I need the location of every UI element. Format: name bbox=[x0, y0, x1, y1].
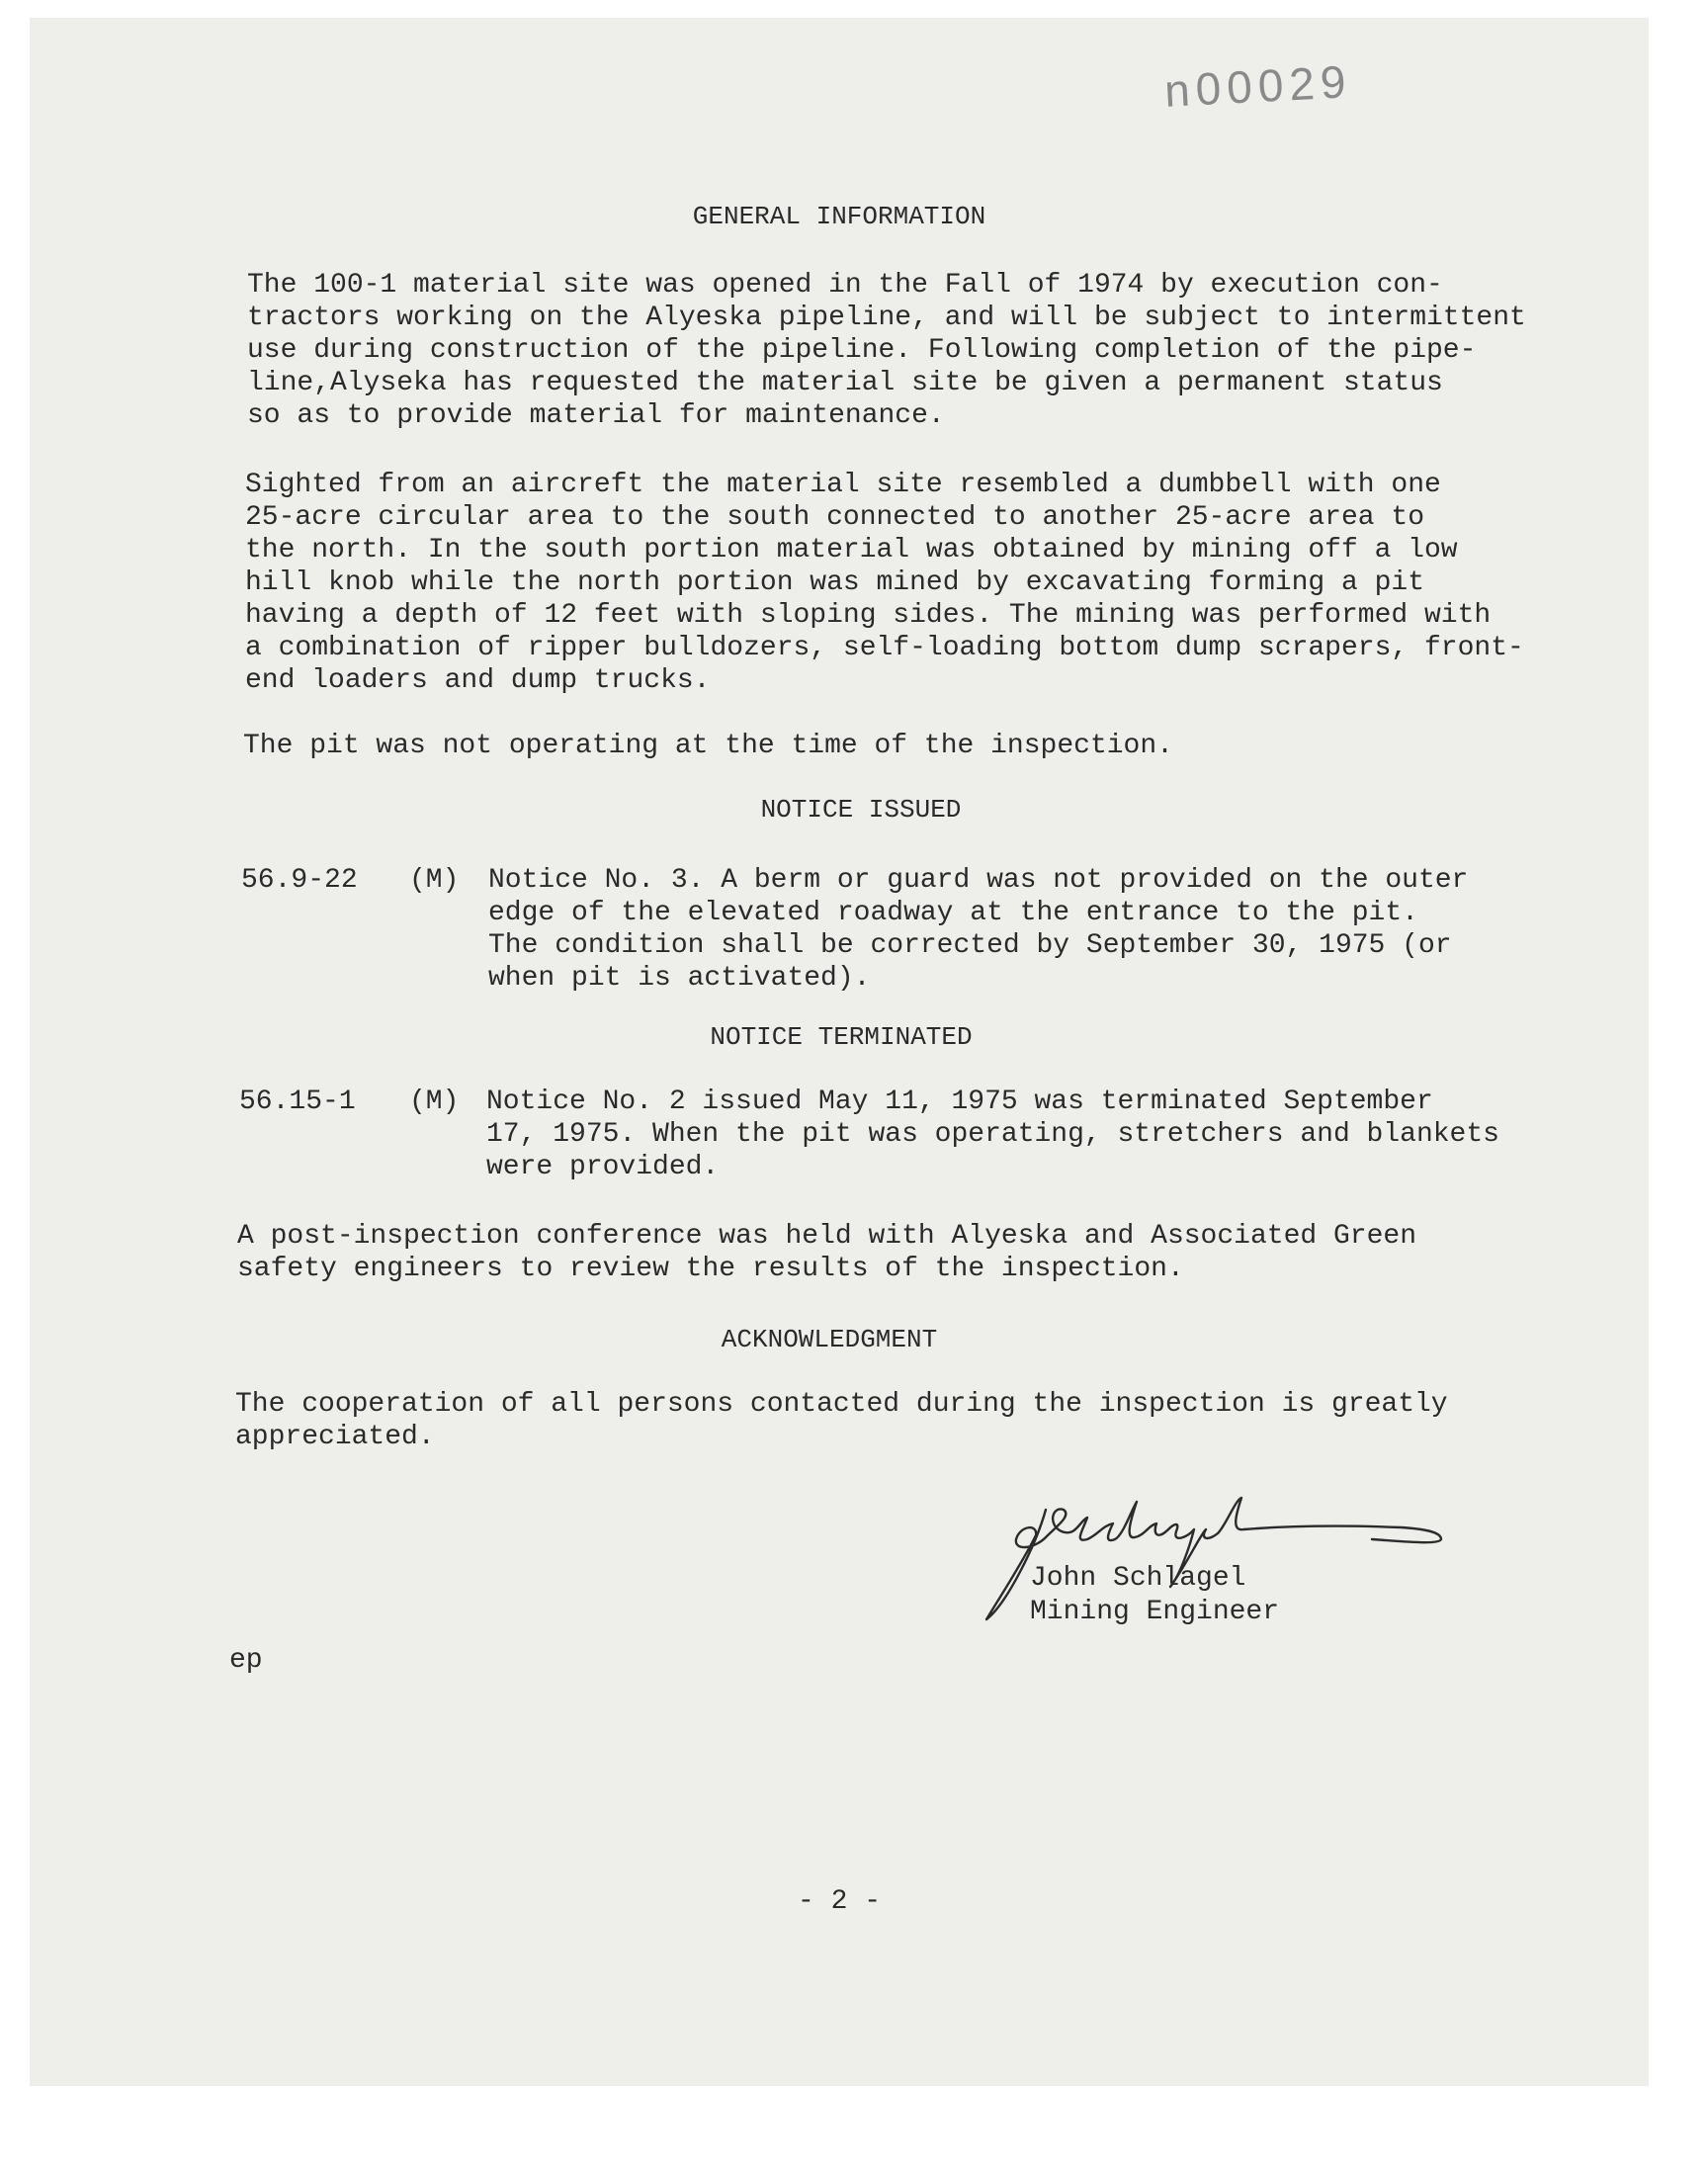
text-line: edge of the elevated roadway at the entrance to the pit. bbox=[488, 898, 1418, 928]
paragraph-pit-status bbox=[243, 730, 1173, 762]
text-line: The pit was not operating at the time of the inspection. bbox=[243, 731, 1173, 761]
text-line: safety engineers to review the results of the inspection. bbox=[237, 1254, 1184, 1284]
text-line: Notice No. 2 issued May 11, 1975 was terminated September bbox=[486, 1087, 1433, 1117]
heading-acknowledgment: ACKNOWLEDGMENT bbox=[721, 1325, 938, 1354]
notice-terminated-code: 56.15-1 bbox=[239, 1087, 356, 1117]
notice-terminated-category: (M) bbox=[409, 1087, 460, 1117]
signatory-title: Mining Engineer bbox=[1030, 1597, 1280, 1627]
text-line: Notice No. 3. A berm or guard was not provided on the outer bbox=[488, 865, 1469, 896]
page-background-margin bbox=[0, 2088, 1708, 2175]
notice-issued-text bbox=[488, 864, 1468, 995]
text-line: tractors working on the Alyeska pipeline, and will be subject to intermittent bbox=[247, 303, 1526, 333]
notice-terminated-text bbox=[486, 1086, 1499, 1183]
text-line: The cooperation of all persons contacted during the inspection is greatly bbox=[235, 1389, 1448, 1420]
text-line: having a depth of 12 feet with sloping sides. The mining was performed with bbox=[245, 600, 1492, 631]
text-line: hill knob while the north portion was mined by excavating forming a pit bbox=[245, 567, 1424, 598]
text-line: so as to provide material for maintenance. bbox=[247, 400, 945, 431]
text-line: appreciated. bbox=[235, 1422, 435, 1452]
text-line: line,Alyseka has requested the material site be given a permanent status bbox=[247, 368, 1443, 398]
text-line: end loaders and dump trucks. bbox=[245, 665, 711, 696]
text-line: 25-acre circular area to the south connected to another 25-acre area to bbox=[245, 502, 1424, 533]
text-line: The condition shall be corrected by September 30, 1975 (or bbox=[488, 930, 1452, 961]
heading-notice-issued: NOTICE ISSUED bbox=[760, 795, 962, 825]
text-line: The 100-1 material site was opened in the Fall of 1974 by execution con- bbox=[247, 270, 1443, 301]
heading-general-information: GENERAL INFORMATION bbox=[692, 202, 986, 231]
document-stamp-number: n00029 bbox=[1162, 55, 1353, 117]
paragraph-acknowledgment bbox=[235, 1388, 1448, 1453]
text-line: use during construction of the pipeline. Following completion of the pipe- bbox=[247, 335, 1477, 366]
notice-issued-category: (M) bbox=[409, 865, 460, 896]
text-line: when pit is activated). bbox=[488, 963, 871, 994]
text-line: were provided. bbox=[486, 1152, 720, 1182]
paragraph-site-opening bbox=[247, 269, 1526, 432]
heading-notice-terminated: NOTICE TERMINATED bbox=[710, 1022, 973, 1052]
paragraph-conference bbox=[237, 1220, 1416, 1285]
signatory-name: John Schlagel bbox=[1030, 1563, 1246, 1594]
text-line: a combination of ripper bulldozers, self-loading bottom dump scrapers, front- bbox=[245, 633, 1524, 663]
notice-issued-code: 56.9-22 bbox=[241, 865, 358, 896]
text-line: A post-inspection conference was held with Alyeska and Associated Green bbox=[237, 1221, 1416, 1252]
paragraph-site-description bbox=[245, 469, 1524, 697]
typist-initials: ep bbox=[229, 1645, 263, 1676]
text-line: the north. In the south portion material was obtained by mining off a low bbox=[245, 535, 1458, 566]
signatory-block bbox=[1030, 1562, 1279, 1629]
text-line: 17, 1975. When the pit was operating, stretchers and blankets bbox=[486, 1119, 1499, 1150]
text-line: Sighted from an aircreft the material site resembled a dumbbell with one bbox=[245, 470, 1441, 500]
document-page bbox=[30, 18, 1649, 2086]
page-number: - 2 - bbox=[797, 1886, 881, 1917]
